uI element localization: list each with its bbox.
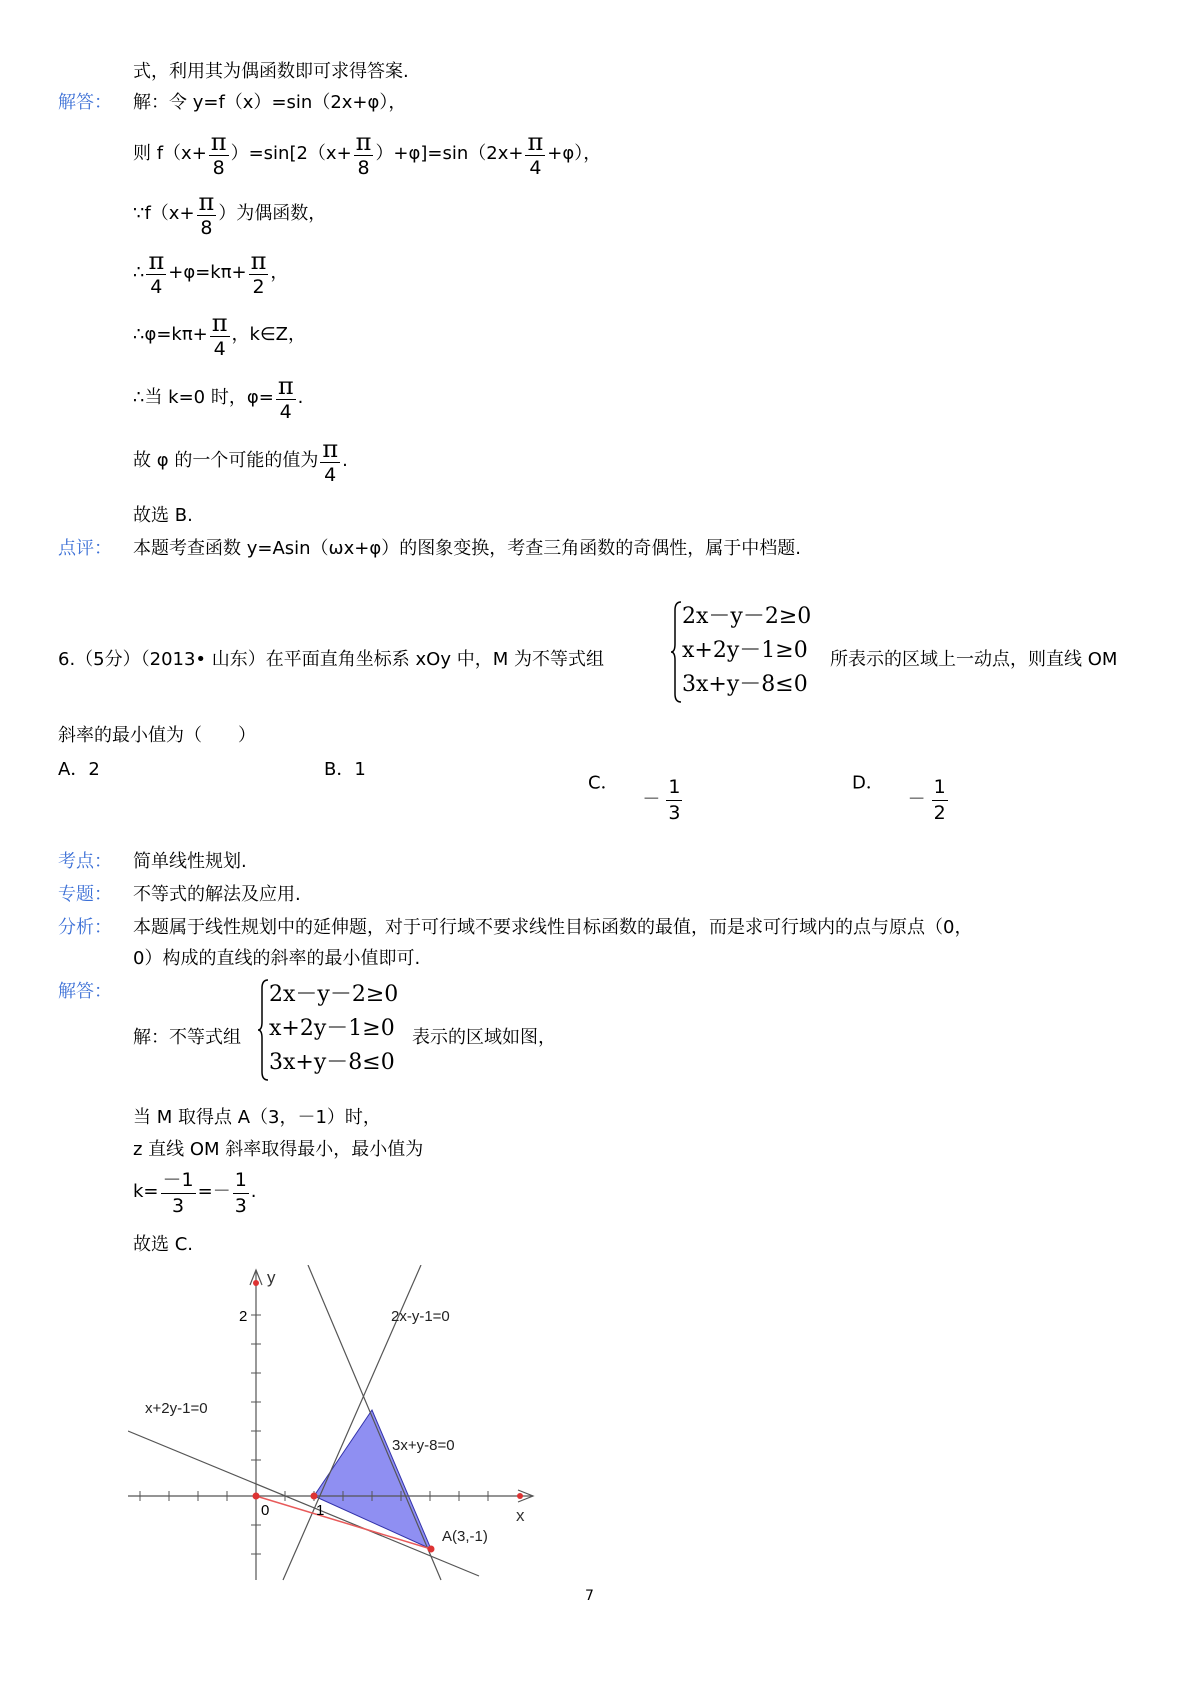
solution-line-4: ∴ $\frac{\pi}{4}$ +φ=kπ+ $\frac{\pi}{2}$ ， <box>133 246 289 298</box>
fraction-pi-over-8: $\frac{\pi}{8}$ <box>198 187 215 239</box>
analysis-text-1: 本题属于线性规划中的延伸题，对于可行域不要求线性目标函数的最值，而是求可行域内的点与原点（0， <box>133 917 973 938</box>
feasible-region-graph <box>128 1265 548 1585</box>
choice-a: A．2 <box>58 759 100 780</box>
solution-line-6: ∴当 k=0 时，φ= $\frac{\pi}{4}$ . <box>133 371 304 423</box>
choice-d: D． － $\frac{1}{2}$ <box>852 772 946 824</box>
fraction-pi-over-2: $\frac{\pi}{2}$ <box>250 246 267 298</box>
fraction-pi-over-4: $\frac{\pi}{4}$ <box>211 308 228 360</box>
fraction-pi-over-4: $\frac{\pi}{4}$ <box>277 371 294 423</box>
fraction-pi-over-8: $\frac{\pi}{8}$ <box>355 127 372 179</box>
problem-6-stem-cont: 所表示的区域上一动点，则直线 OM <box>830 649 1118 670</box>
fraction-pi-over-8: $\frac{\pi}{8}$ <box>210 127 227 179</box>
comment-text: 本题考查函数 y=Asin（ωx+φ）的图象变换，考查三角函数的奇偶性，属于中档题. <box>133 538 801 559</box>
solution-6-answer: 故选 C. <box>133 1234 194 1255</box>
solution-line-1: 解：令 y=f（x）=sin（2x+φ）， <box>133 92 407 113</box>
feasible-region <box>314 1410 431 1549</box>
point-a <box>428 1546 435 1553</box>
solution-6-line-2: 当 M 取得点 A（3，－1）时， <box>133 1107 381 1128</box>
analysis-text-2: 0）构成的直线的斜率的最小值即可. <box>133 948 421 969</box>
line-label-2x-y-1: 2x-y-1=0 <box>391 1308 450 1325</box>
inequality-system-solution <box>257 978 417 1082</box>
label-topic: 专题： <box>58 884 112 905</box>
problem-6-stem: 6.（5分）（2013• 山东）在平面直角坐标系 xOy 中，M 为不等式组 <box>58 649 604 670</box>
left-brace-icon <box>670 600 682 704</box>
prev-analysis-text: 式，利用其为偶函数即可求得答案. <box>133 61 409 82</box>
solution-line-5: ∴φ=kπ+ $\frac{\pi}{4}$ ，k∈Z， <box>133 308 306 360</box>
fraction-pi-over-4: $\frac{\pi}{4}$ <box>527 127 544 179</box>
inequality-1: 2x－y－2≥0 <box>269 982 399 1007</box>
x-axis-label: x <box>516 1506 525 1525</box>
tick-label-2: 2 <box>239 1308 248 1325</box>
fraction-one-half: $\frac{1}{2}$ <box>933 776 946 824</box>
inequality-system <box>670 600 850 704</box>
solution-answer: 故选 B. <box>133 505 193 526</box>
inequality-3: 3x+y－8≤0 <box>682 672 808 697</box>
solution-6-intro: 解：不等式组 <box>133 1027 241 1048</box>
point-1-0 <box>311 1493 318 1500</box>
point-a-label: A(3,-1) <box>442 1528 488 1545</box>
tick-label-1: 1 <box>316 1502 325 1519</box>
label-comment: 点评： <box>58 538 112 559</box>
topic-text: 不等式的解法及应用. <box>133 884 301 905</box>
y-axis-label: y <box>267 1268 276 1287</box>
solution-6-line-3: z 直线 OM 斜率取得最小，最小值为 <box>133 1139 424 1160</box>
solution-line-3: ∵f（x+ $\frac{\pi}{8}$ ）为偶函数， <box>133 187 327 239</box>
label-solution: 解答： <box>58 92 112 113</box>
problem-6-stem-end: 斜率的最小值为（ ） <box>58 725 256 746</box>
page-number: 7 <box>585 1588 594 1604</box>
key-point-text: 简单线性规划. <box>133 851 247 872</box>
choice-b: B．1 <box>324 759 366 780</box>
solution-line-7: 故 φ 的一个可能的值为 $\frac{\pi}{4}$ . <box>133 434 348 486</box>
fraction-one-third: $\frac{1}{3}$ <box>234 1168 247 1217</box>
solution-6-intro-cont: 表示的区域如图， <box>412 1027 556 1048</box>
line-label-x-2y-1: x+2y-1=0 <box>145 1400 208 1417</box>
fraction-pi-over-4: $\frac{\pi}{4}$ <box>148 246 165 298</box>
left-brace-icon <box>257 978 269 1082</box>
origin-label: 0 <box>261 1502 270 1519</box>
fraction-one-third: $\frac{1}{3}$ <box>668 776 681 824</box>
inequality-2: x+2y－1≥0 <box>269 1016 395 1041</box>
label-key-point: 考点： <box>58 851 112 872</box>
inequality-1: 2x－y－2≥0 <box>682 604 812 629</box>
inequality-3: 3x+y－8≤0 <box>269 1050 395 1075</box>
label-analysis: 分析： <box>58 917 112 938</box>
inequality-2: x+2y－1≥0 <box>682 638 808 663</box>
solution-line-2: 则 f（x+ $\frac{\pi}{8}$ ）=sin[2（x+ $\frac{\pi}{8}$ ）+φ]=sin（2x+ $\frac{\pi}{4}$ +φ）， <box>133 127 602 179</box>
fraction-pi-over-4: $\frac{\pi}{4}$ <box>322 434 339 486</box>
origin-point <box>253 1493 260 1500</box>
choice-c: C． － $\frac{1}{3}$ <box>588 772 681 824</box>
fraction-neg1-over-3: $\frac{-1}{3}$ <box>162 1168 194 1217</box>
line-label-3x-y-8: 3x+y-8=0 <box>392 1437 455 1454</box>
solution-6-line-4: k= $\frac{-1}{3}$ =－ $\frac{1}{3}$ . <box>133 1168 257 1217</box>
label-solution-6: 解答： <box>58 981 112 1002</box>
